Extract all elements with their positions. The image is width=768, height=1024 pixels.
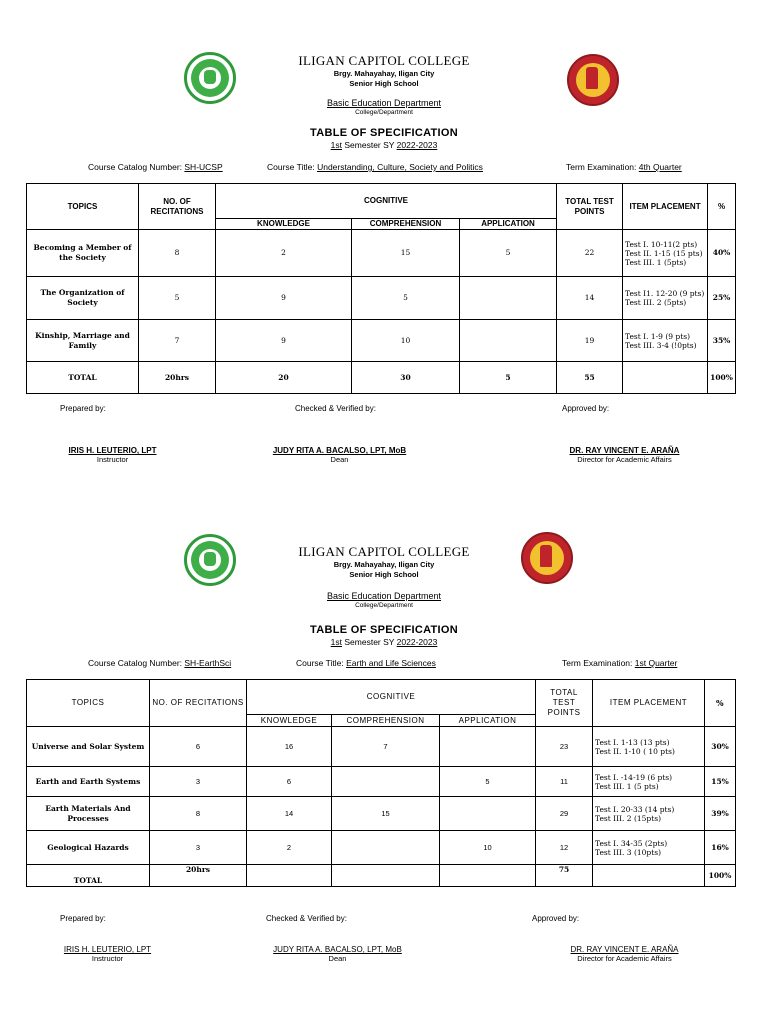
college-address: Brgy. Mahayahay, Iligan City	[333, 69, 435, 78]
total-cell: 23	[536, 727, 593, 767]
placement-line: Test II. 1-10 ( 10 pts)	[595, 746, 675, 756]
catalog-label: Course Catalog Number:	[88, 658, 183, 668]
topic-cell: Universe and Solar System	[27, 727, 150, 767]
application-cell	[440, 797, 536, 831]
percent-cell: 15%	[705, 767, 736, 797]
topic-cell: Geological Hazards	[27, 831, 150, 865]
total-label: TOTAL	[27, 362, 139, 394]
total-knowledge	[247, 865, 332, 887]
header-application: APPLICATION	[440, 715, 536, 727]
placement-line: Test III. 2 (15pts)	[595, 813, 662, 823]
application-cell: 5	[440, 767, 536, 797]
knowledge-cell: 16	[247, 727, 332, 767]
term-value: 4th Quarter	[638, 162, 682, 172]
checked-by-label: Checked & Verified by:	[295, 404, 376, 413]
department-label: College/Department	[355, 602, 413, 609]
percent-cell: 40%	[708, 230, 736, 277]
placement-cell	[623, 277, 708, 320]
placement-cell	[593, 767, 705, 797]
percent-cell: 25%	[708, 277, 736, 320]
department-name: Basic Education Department	[326, 591, 442, 601]
placement-line: Test I. 1-9 (9 pts)	[625, 331, 691, 341]
total-application	[440, 865, 536, 887]
term-examination	[562, 658, 677, 668]
signatory-prepared	[40, 446, 185, 464]
header-topics: TOPICS	[27, 184, 139, 230]
prepared-name: IRIS H. LEUTERIO, LPT	[63, 945, 152, 954]
comprehension-cell: 7	[332, 727, 440, 767]
total-points: 75	[536, 865, 593, 887]
catalog-number	[88, 658, 231, 668]
school-year: 2022-2023	[396, 637, 438, 647]
total-comprehension	[332, 865, 440, 887]
college-name: ILIGAN CAPITOL COLLEGE	[298, 53, 470, 68]
signatory-checked	[250, 945, 425, 963]
prepared-name: IRIS H. LEUTERIO, LPT	[68, 446, 157, 455]
recitations-cell: 3	[150, 831, 247, 865]
comprehension-cell	[332, 831, 440, 865]
course-title	[296, 658, 436, 668]
total-recitations: 20hrs	[150, 865, 247, 887]
placement-line: Test I. 34-35 (2pts)	[595, 838, 668, 848]
course-value: Earth and Life Sciences	[346, 658, 436, 668]
comprehension-cell: 15	[332, 797, 440, 831]
header-recitations: NO. OF RECITATIONS	[150, 680, 247, 727]
total-percent: 100%	[705, 865, 736, 887]
catalog-label: Course Catalog Number:	[88, 162, 183, 172]
approved-name: DR. RAY VINCENT E. ARAÑA	[570, 945, 679, 954]
application-cell: 10	[440, 831, 536, 865]
header-total-points: TOTAL TEST POINTS	[557, 184, 623, 230]
semester-text: Semester SY	[344, 637, 395, 647]
placement-cell	[623, 320, 708, 362]
percent-cell: 35%	[708, 320, 736, 362]
college-address: Brgy. Mahayahay, Iligan City	[333, 560, 435, 569]
checked-role: Dean	[328, 954, 347, 963]
checked-by-label: Checked & Verified by:	[266, 914, 347, 923]
tos-section-ucsp	[0, 0, 768, 500]
percent-cell: 39%	[705, 797, 736, 831]
signatory-checked	[247, 446, 432, 464]
application-cell	[440, 727, 536, 767]
total-recitations: 20hrs	[139, 362, 216, 394]
knowledge-cell: 6	[247, 767, 332, 797]
placement-line: Test III. 3-4 (!0pts)	[625, 340, 697, 350]
total-percent: 100%	[708, 362, 736, 394]
signatory-approved	[547, 446, 702, 464]
placement-line: Test III. 1 (5 pts)	[595, 781, 659, 791]
department-name: Basic Education Department	[326, 98, 442, 108]
placement-line: Test II. 1-15 (15 pts)	[625, 248, 703, 258]
prepared-role: Instructor	[96, 455, 129, 464]
placement-line: Test III. 1 (5pts)	[625, 257, 687, 267]
school-year: 2022-2023	[396, 140, 438, 150]
semester-line	[0, 637, 768, 647]
placement-cell	[623, 230, 708, 277]
table-row	[27, 320, 736, 362]
total-placement	[623, 362, 708, 394]
percent-cell: 30%	[705, 727, 736, 767]
checked-name: JUDY RITA A. BACALSO, LPT, MoB	[272, 446, 407, 455]
header-application: APPLICATION	[460, 219, 557, 230]
header-topics: TOPICS	[27, 680, 150, 727]
recitations-cell: 8	[139, 230, 216, 277]
recitations-cell: 6	[150, 727, 247, 767]
total-label: TOTAL	[27, 865, 150, 887]
topic-cell: Earth and Earth Systems	[27, 767, 150, 797]
placement-line: Test III. 3 (10pts)	[595, 847, 662, 857]
total-cell: 12	[536, 831, 593, 865]
catalog-value: SH-EarthSci	[184, 658, 232, 668]
signatory-approved	[547, 945, 702, 963]
placement-line: Test I. 20-33 (14 pts)	[595, 804, 675, 814]
total-row	[27, 865, 736, 887]
total-comprehension: 30	[352, 362, 460, 394]
knowledge-cell: 9	[216, 320, 352, 362]
checked-name: JUDY RITA A. BACALSO, LPT, MoB	[273, 945, 402, 954]
placement-cell	[593, 797, 705, 831]
recitations-cell: 5	[139, 277, 216, 320]
application-cell: 5	[460, 230, 557, 277]
total-cell: 29	[536, 797, 593, 831]
knowledge-cell: 2	[247, 831, 332, 865]
knowledge-cell: 14	[247, 797, 332, 831]
knowledge-cell: 9	[216, 277, 352, 320]
tos-section-earthsci	[0, 500, 768, 1024]
application-cell	[460, 320, 557, 362]
comprehension-cell: 10	[352, 320, 460, 362]
table-row	[27, 727, 736, 767]
placement-cell	[593, 727, 705, 767]
header-knowledge: KNOWLEDGE	[216, 219, 352, 230]
course-title	[267, 162, 483, 172]
recitations-cell: 3	[150, 767, 247, 797]
total-cell: 22	[557, 230, 623, 277]
document-title: TABLE OF SPECIFICATION	[310, 624, 458, 636]
tos-table	[26, 679, 736, 887]
department-label: College/Department	[355, 109, 413, 116]
header-item-placement: ITEM PLACEMENT	[623, 184, 708, 230]
semester-line	[0, 140, 768, 150]
term-examination	[566, 162, 682, 172]
semester-ordinal: 1st	[330, 140, 342, 150]
total-cell: 14	[557, 277, 623, 320]
college-name: ILIGAN CAPITOL COLLEGE	[298, 544, 470, 559]
knowledge-cell: 2	[216, 230, 352, 277]
prepared-by-label: Prepared by:	[60, 914, 106, 923]
total-application: 5	[460, 362, 557, 394]
table-row	[27, 767, 736, 797]
total-knowledge: 20	[216, 362, 352, 394]
header-knowledge: KNOWLEDGE	[247, 715, 332, 727]
table-row	[27, 277, 736, 320]
signatory-prepared	[40, 945, 175, 963]
catalog-number	[88, 162, 223, 172]
approved-by-label: Approved by:	[532, 914, 580, 923]
total-cell: 11	[536, 767, 593, 797]
table-row	[27, 831, 736, 865]
placement-line: Test I. -14-19 (6 pts)	[595, 772, 673, 782]
header-recitations: NO. OF RECITATIONS	[139, 184, 216, 230]
recitations-cell: 7	[139, 320, 216, 362]
comprehension-cell	[332, 767, 440, 797]
table-row	[27, 797, 736, 831]
catalog-value: SH-UCSP	[184, 162, 223, 172]
topic-cell: The Organization of Society	[27, 277, 139, 320]
placement-line: Test I. 10-11(2 pts)	[625, 239, 698, 249]
term-label: Term Examination:	[562, 658, 633, 668]
topic-cell: Earth Materials And Processes	[27, 797, 150, 831]
course-label: Course Title:	[267, 162, 315, 172]
term-value: 1st Quarter	[634, 658, 678, 668]
course-value: Understanding, Culture, Society and Politics	[317, 162, 483, 172]
school-level: Senior High School	[349, 570, 419, 579]
header-percent: %	[705, 680, 736, 727]
percent-cell: 16%	[705, 831, 736, 865]
placement-line: Test I1. 12-20 (9 pts)	[625, 289, 705, 298]
course-label: Course Title:	[296, 658, 344, 668]
topic-cell: Becoming a Member of the Society	[27, 230, 139, 277]
checked-role: Dean	[330, 455, 349, 464]
document-title: TABLE OF SPECIFICATION	[310, 127, 458, 139]
approved-role: Director for Academic Affairs	[577, 954, 672, 963]
recitations-cell: 8	[150, 797, 247, 831]
total-row	[27, 362, 736, 394]
prepared-role: Instructor	[91, 954, 124, 963]
header-total-points: TOTAL TEST POINTS	[536, 680, 593, 727]
placement-line: Test I. 1-13 (13 pts)	[595, 737, 670, 747]
placement-cell	[593, 831, 705, 865]
total-placement	[593, 865, 705, 887]
approved-name: DR. RAY VINCENT E. ARAÑA	[569, 446, 680, 455]
header-percent: %	[708, 184, 736, 230]
comprehension-cell: 15	[352, 230, 460, 277]
total-points: 55	[557, 362, 623, 394]
header-item-placement: ITEM PLACEMENT	[593, 680, 705, 727]
approved-by-label: Approved by:	[562, 404, 610, 413]
topic-cell: Kinship, Marriage and Family	[27, 320, 139, 362]
term-label: Term Examination:	[566, 162, 637, 172]
header-cognitive: COGNITIVE	[216, 184, 557, 219]
school-level: Senior High School	[349, 79, 419, 88]
prepared-by-label: Prepared by:	[60, 404, 106, 413]
table-row	[27, 230, 736, 277]
header-comprehension: COMPREHENSION	[352, 219, 460, 230]
tos-table	[26, 183, 736, 394]
semester-text: Semester SY	[344, 140, 395, 150]
application-cell	[460, 277, 557, 320]
header-cognitive: COGNITIVE	[247, 680, 536, 715]
total-cell: 19	[557, 320, 623, 362]
comprehension-cell: 5	[352, 277, 460, 320]
approved-role: Director for Academic Affairs	[577, 455, 672, 464]
header-comprehension: COMPREHENSION	[332, 715, 440, 727]
semester-ordinal: 1st	[330, 637, 342, 647]
placement-line: Test III. 2 (5pts)	[625, 298, 687, 307]
